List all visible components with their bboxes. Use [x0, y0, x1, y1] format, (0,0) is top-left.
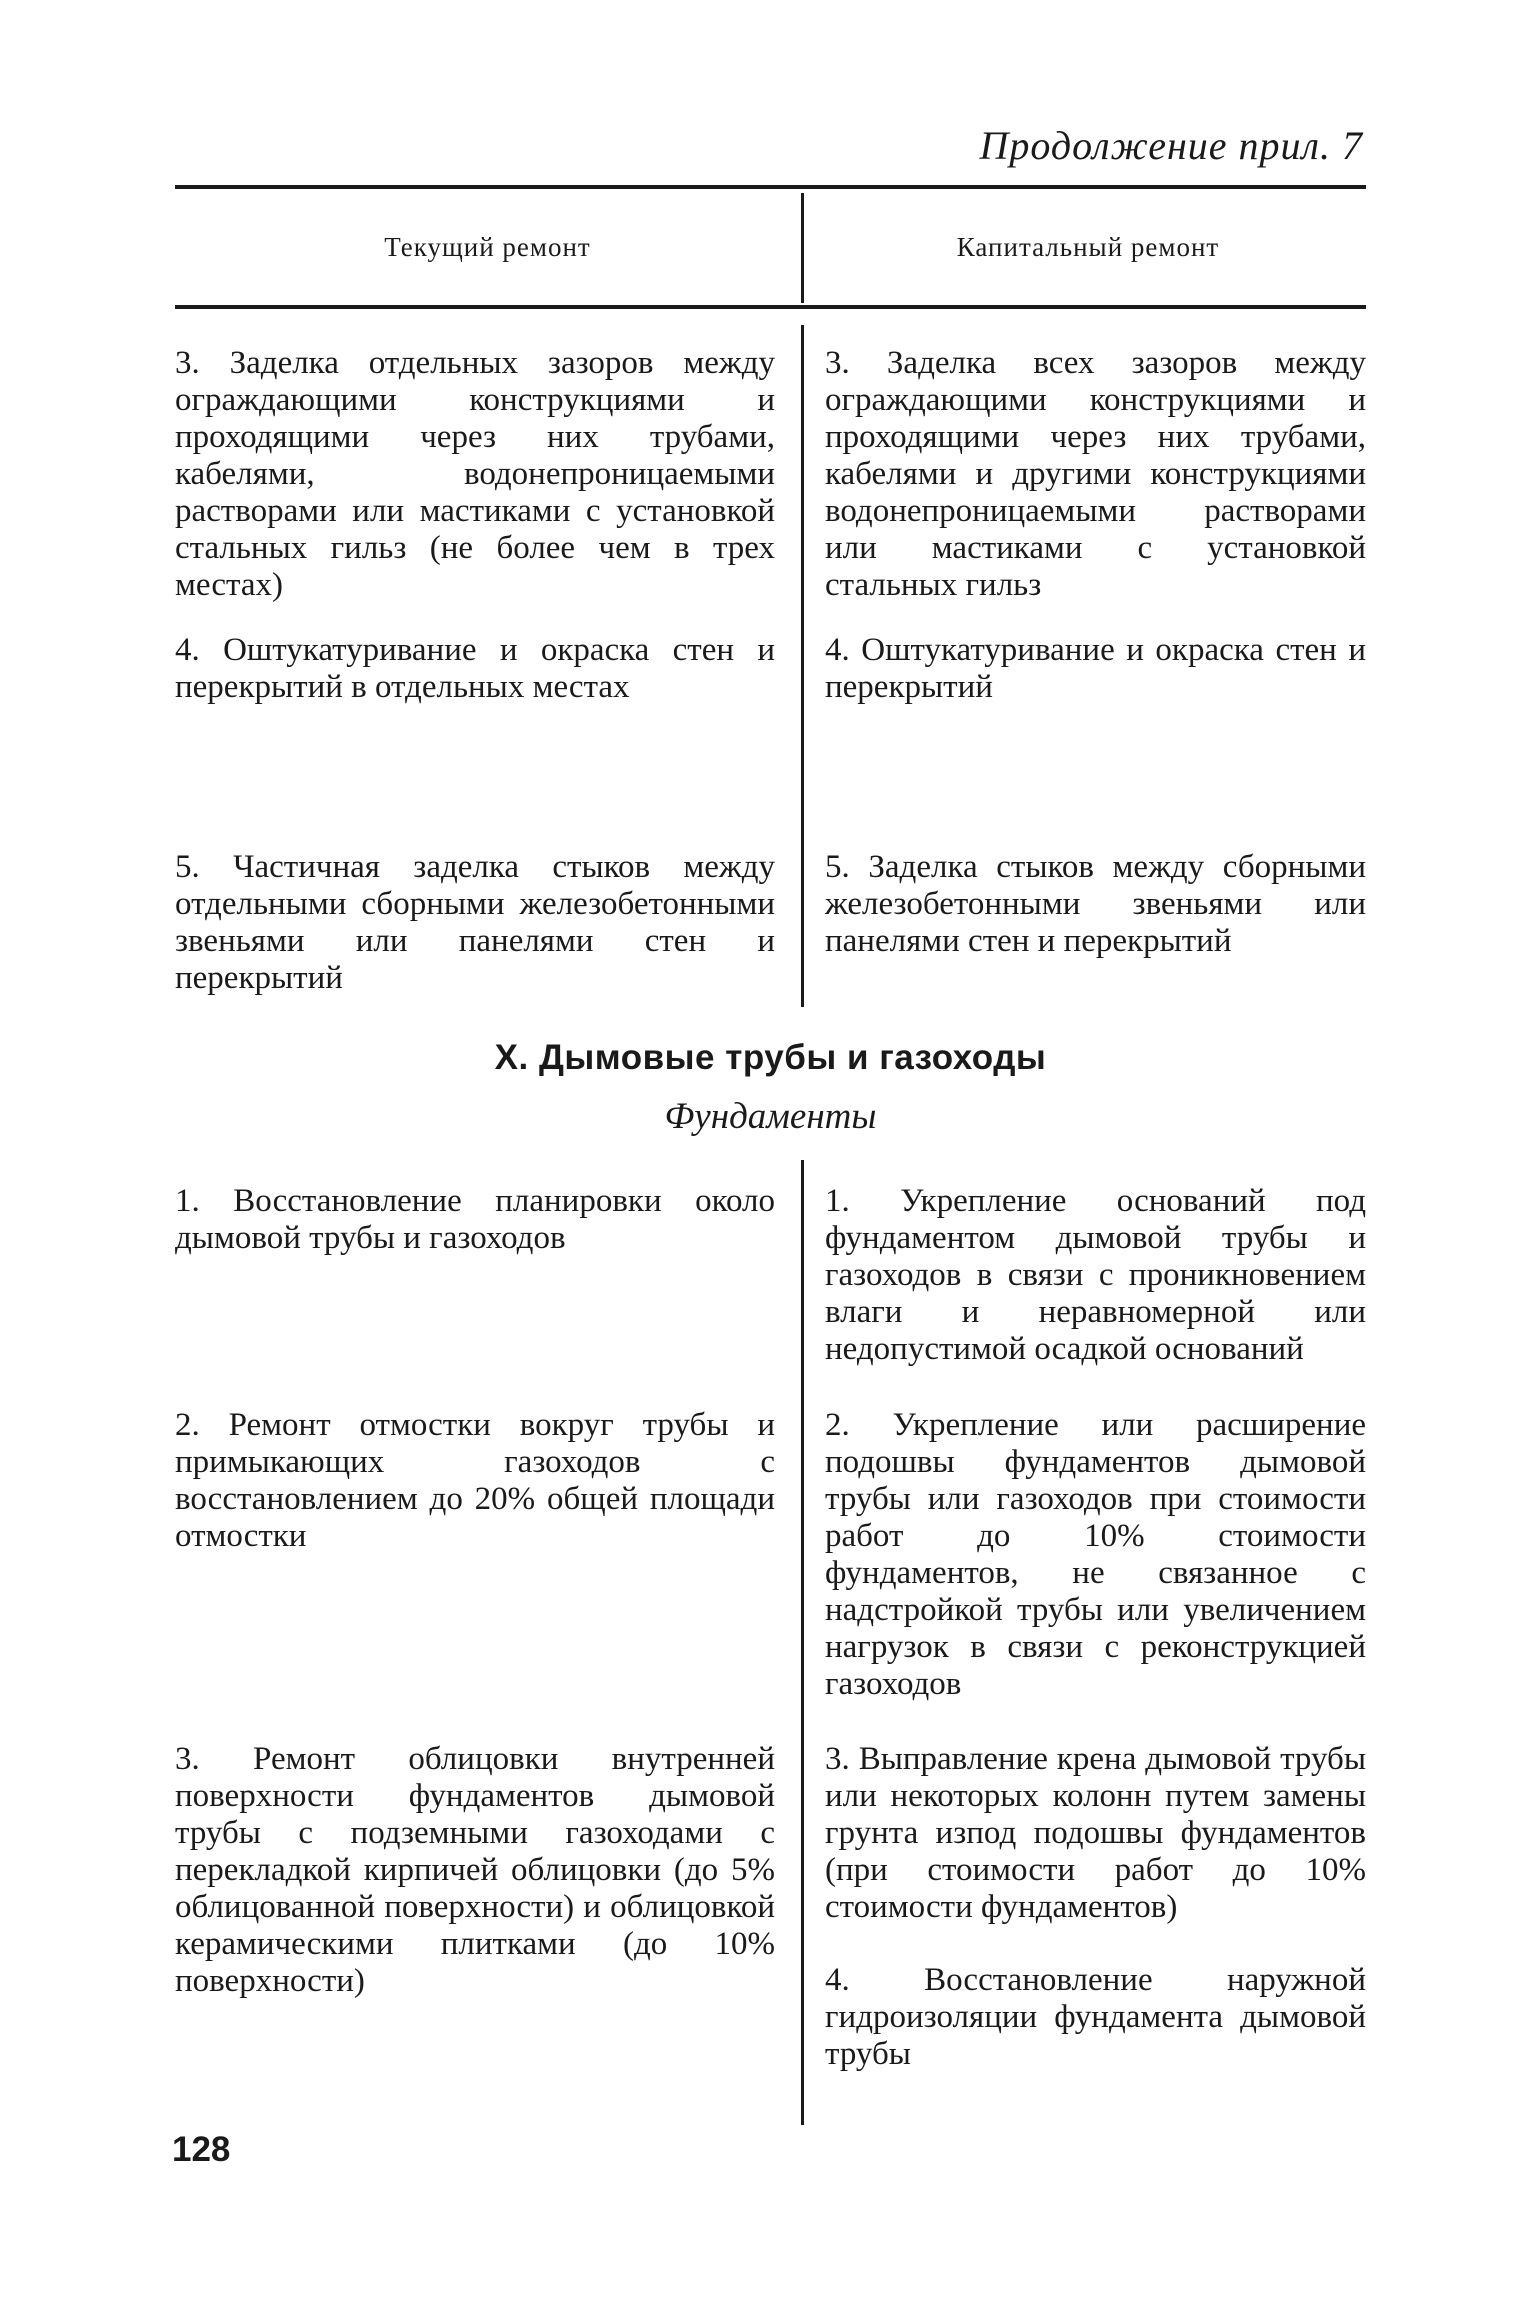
- table-header-rule: [175, 305, 1366, 309]
- table-top-rule: [175, 185, 1366, 189]
- table-column-divider: [801, 193, 804, 303]
- table-cell-capital-5: 5. Заделка стыков между сборными железобетонными звеньями или панелями стен и перекрытий: [825, 849, 1366, 959]
- table-cell-capital-3b: 3. Выправление крена дымовой трубы или некоторых колонн путем замены грунта изпод подошвы фундаментов (при стоимости работ до 10% стоимости фундаментов): [825, 1741, 1366, 1925]
- table-cell-current-3b: 3. Ремонт облицовки внутренней поверхности фундаментов дымовой трубы с подземными газоходами с перекладкой кирпичей облицовки (до 5% облицованной поверхности) и облицовкой керамическими плитками (до 10% поверхности): [175, 1741, 775, 1999]
- table-cell-capital-1: 1. Укрепление оснований под фундаментом дымовой трубы и газоходов в связи с проникновением влаги и неравномерной или недопустимой осадкой оснований: [825, 1183, 1366, 1367]
- table-cell-current-3: 3. Заделка отдельных зазоров между ограждающими конструкциями и проходящими через них трубами, кабелями, водонепроницаемыми растворами или мастиками с установкой стальных гильз (не более чем в трех местах): [175, 345, 775, 603]
- table-cell-current-4: 4. Оштукатуривание и окраска стен и перекрытий в отдельных местах: [175, 632, 775, 705]
- section-title: X. Дымовые трубы и газоходы: [494, 1038, 1047, 1077]
- table-cell-capital-4b: 4. Восстановление наружной гидроизоляции фундамента дымовой трубы: [825, 1962, 1366, 2072]
- column-header-capital-repair: Капитальный ремонт: [956, 232, 1220, 262]
- table-cell-capital-4: 4. Оштукатуривание и окраска стен и перекрытий: [825, 632, 1366, 705]
- table-cell-capital-2: 2. Укрепление или расширение подошвы фундаментов дымовой трубы или газоходов при стоимости работ до 10% стоимости фундаментов, не связанное с надстройкой трубы или увеличением нагрузок в связи с реконструкцией газоходов: [825, 1407, 1366, 1702]
- column-header-current-repair: Текущий ремонт: [384, 232, 591, 262]
- table-column-divider: [801, 325, 804, 1007]
- table-cell-current-1: 1. Восстановление планировки около дымовой трубы и газоходов: [175, 1183, 775, 1256]
- table-column-divider: [801, 1160, 804, 2125]
- table-cell-current-5: 5. Частичная заделка стыков между отдельными сборными железобетонными звеньями или панелями стен и перекрытий: [175, 849, 775, 996]
- page-number: 128: [172, 2130, 231, 2169]
- table-cell-capital-3: 3. Заделка всех зазоров между ограждающими конструкциями и проходящими через них трубами, кабелями и другими конструкциями водонепроницаемыми растворами или мастиками с установкой стальных гильз: [825, 345, 1366, 603]
- running-head: Продолжение прил. 7: [979, 123, 1363, 168]
- table-cell-current-2: 2. Ремонт отмостки вокруг трубы и примыкающих газоходов с восстановлением до 20% общей площади отмостки: [175, 1407, 775, 1554]
- subsection-title: Фундаменты: [664, 1096, 877, 1137]
